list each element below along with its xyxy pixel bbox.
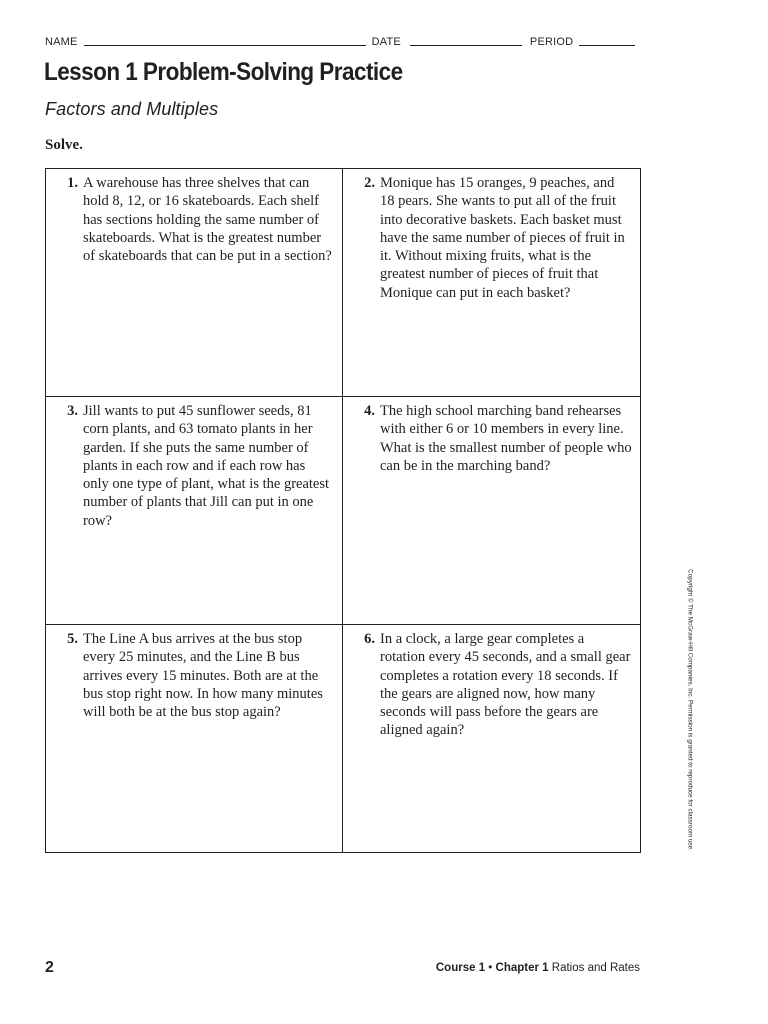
- problem-cell-5: [46, 625, 343, 852]
- period-blank: [579, 35, 635, 46]
- chapter-label: Chapter 1: [495, 962, 549, 974]
- problem-cell-2: [343, 169, 640, 397]
- period-label: PERIOD: [529, 36, 574, 48]
- problem-text: Monique has 15 oranges, 9 peaches, and 18 pears. She wants to put all of the fruit into decorative baskets. Each basket must have the same number of pieces of fruit in it. Without mixing fruits, what is the greatest number of pieces of fruit that Monique can put in each basket?: [380, 175, 625, 301]
- problem-text: In a clock, a large gear completes a rotation every 45 seconds, and a small gear completes a rotation every 18 seconds. If the gears are aligned now, how many seconds will pass before the gears are aligned again?: [380, 631, 631, 739]
- problem-number: 4.: [364, 403, 375, 419]
- course-label: Course 1: [435, 962, 486, 974]
- lesson-title: Lesson 1 Problem-Solving Practice: [44, 58, 403, 86]
- problem-cell-6: [343, 625, 640, 852]
- problem-number: 3.: [67, 403, 78, 419]
- date-label: DATE: [371, 36, 401, 48]
- date-blank: [410, 35, 522, 46]
- problem-text: The high school marching band rehearses with either 6 or 10 members in every line. What is the smallest number of people who can be in the marching band?: [380, 403, 632, 474]
- problem-cell-3: [46, 397, 343, 625]
- chapter-title: Ratios and Rates: [551, 962, 640, 974]
- footer-separator: •: [488, 962, 493, 974]
- name-label: NAME: [45, 36, 78, 48]
- problem-number: 6.: [364, 631, 375, 647]
- lesson-subtitle: Factors and Multiples: [45, 99, 219, 119]
- student-info-header: [45, 34, 645, 48]
- problem-number: 1.: [67, 175, 78, 191]
- problem-text: Jill wants to put 45 sunflower seeds, 81 corn plants, and 63 tomato plants in her garden. If she puts the same number of plants in each row and if each row has only one type of plant, what is the greatest number of plants that Jill can put in one row?: [83, 403, 330, 529]
- page-number: 2: [45, 959, 54, 976]
- footer-course-info: [436, 962, 640, 974]
- problem-cell-4: [343, 397, 640, 625]
- problem-cell-1: [46, 169, 343, 397]
- problem-number: 2.: [364, 175, 375, 191]
- problem-text: The Line A bus arrives at the bus stop every 25 minutes, and the Line B bus arrives every 15 minutes. Both are at the bus stop right now. In how many minutes will both be at the bus stop again?: [83, 631, 323, 721]
- problem-number: 5.: [67, 631, 78, 647]
- problem-text: A warehouse has three shelves that can hold 8, 12, or 16 skateboards. Each shelf has sections holding the same number of skateboards. What is the greatest number of skateboards that can be put in a section?: [83, 175, 332, 265]
- problem-grid: [45, 168, 641, 853]
- instruction: Solve.: [45, 137, 83, 153]
- copyright-text: Copyright © The McGraw-Hill Companies, Inc. Permission is granted to reproduce for classroom use.: [686, 569, 694, 851]
- name-blank: [84, 35, 366, 46]
